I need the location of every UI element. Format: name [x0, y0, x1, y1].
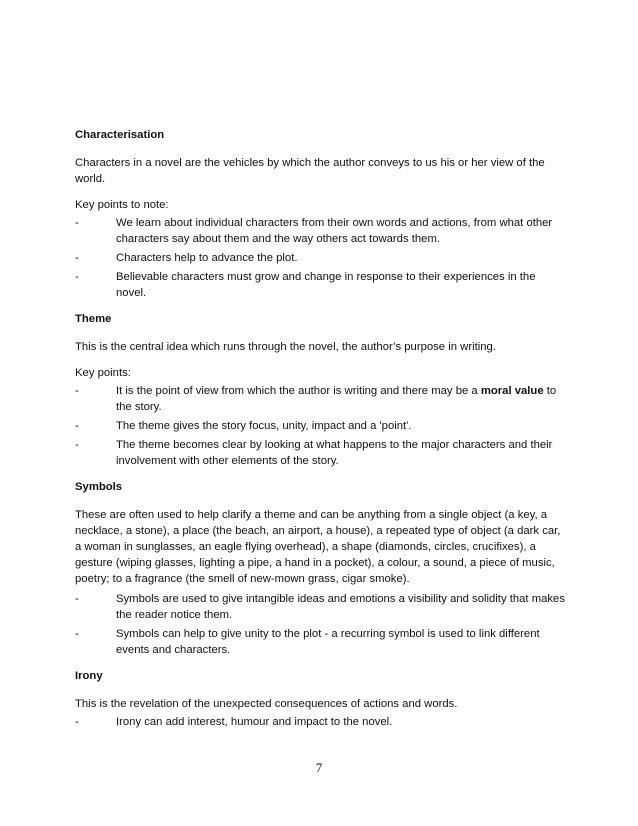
section-heading-irony: Irony	[75, 670, 103, 682]
list-item	[75, 591, 565, 623]
bullet-text: The theme becomes clear by looking at what happens to the major characters and their involvement with other elements of the story.	[116, 439, 553, 467]
irony-intro: This is the revelation of the unexpected consequences of actions and words.	[75, 698, 458, 710]
bullet-dash: -	[75, 271, 79, 283]
characterisation-intro: Characters in a novel are the vehicles by which the author conveys to us his or her view of the world.	[75, 157, 545, 185]
section-heading-symbols: Symbols	[75, 481, 123, 493]
section-heading-characterisation: Characterisation	[75, 129, 165, 141]
list-item	[75, 250, 565, 266]
bullet-text: Irony can add interest, humour and impact to the novel.	[116, 716, 393, 728]
bullet-text-start: It is the point of view from which the author is writing and there may be a	[116, 385, 481, 397]
bullet-dash: -	[75, 628, 79, 640]
theme-intro: This is the central idea which runs through the novel, the author’s purpose in writing.	[75, 341, 496, 353]
bullet-text: Symbols can help to give unity to the plot - a recurring symbol is used to link different events and characters.	[116, 628, 540, 656]
page-number: 7	[315, 760, 323, 775]
bullet-text: The theme gives the story focus, unity, impact and a 'point'.	[116, 420, 412, 432]
bullet-text: Believable characters must grow and change in response to their experiences in the novel.	[116, 271, 536, 299]
document-body	[75, 127, 565, 733]
bullet-text: Symbols are used to give intangible ideas and emotions a visibility and solidity that makes the reader notice them.	[116, 593, 565, 621]
bullet-text: We learn about individual characters from their own words and actions, from what other characters say about them and the way others act towards them.	[116, 217, 553, 245]
theme-key-points-label: Key points:	[75, 367, 131, 379]
bullet-dash: -	[75, 252, 79, 264]
list-item	[75, 215, 565, 247]
moral-value-emphasis: moral value	[480, 385, 544, 397]
list-item	[75, 269, 565, 301]
bullet-dash: -	[75, 593, 79, 605]
list-item	[75, 418, 565, 434]
bullet-text: Characters help to advance the plot.	[116, 252, 298, 264]
bullet-dash: -	[75, 217, 79, 229]
symbols-intro: These are often used to help clarify a theme and can be anything from a single object (a key, a necklace, a stone), a place (the beach, an airport, a house), a repeated type of object (a dark car, a woman in sunglasses, an eagle flying overhead), a shape (diamonds, circles, crucifixes), a gesture (wiping glasses, lighting a pipe, a hand in a pocket), a colour, a sound, a piece of music, poetry; to a fragrance (the smell of new-mown grass, cigar smoke).	[75, 509, 561, 585]
list-item	[75, 437, 565, 469]
list-item	[75, 383, 565, 415]
bullet-dash: -	[75, 420, 79, 432]
list-item	[75, 626, 565, 658]
characterisation-key-points-label: Key points to note:	[75, 199, 169, 211]
list-item	[75, 714, 565, 730]
bullet-text-end: to the story.	[116, 385, 557, 413]
bullet-dash: -	[75, 716, 79, 728]
bullet-dash: -	[75, 385, 79, 397]
bullet-text	[116, 383, 565, 415]
bullet-dash: -	[75, 439, 79, 451]
section-heading-theme: Theme	[75, 313, 112, 325]
